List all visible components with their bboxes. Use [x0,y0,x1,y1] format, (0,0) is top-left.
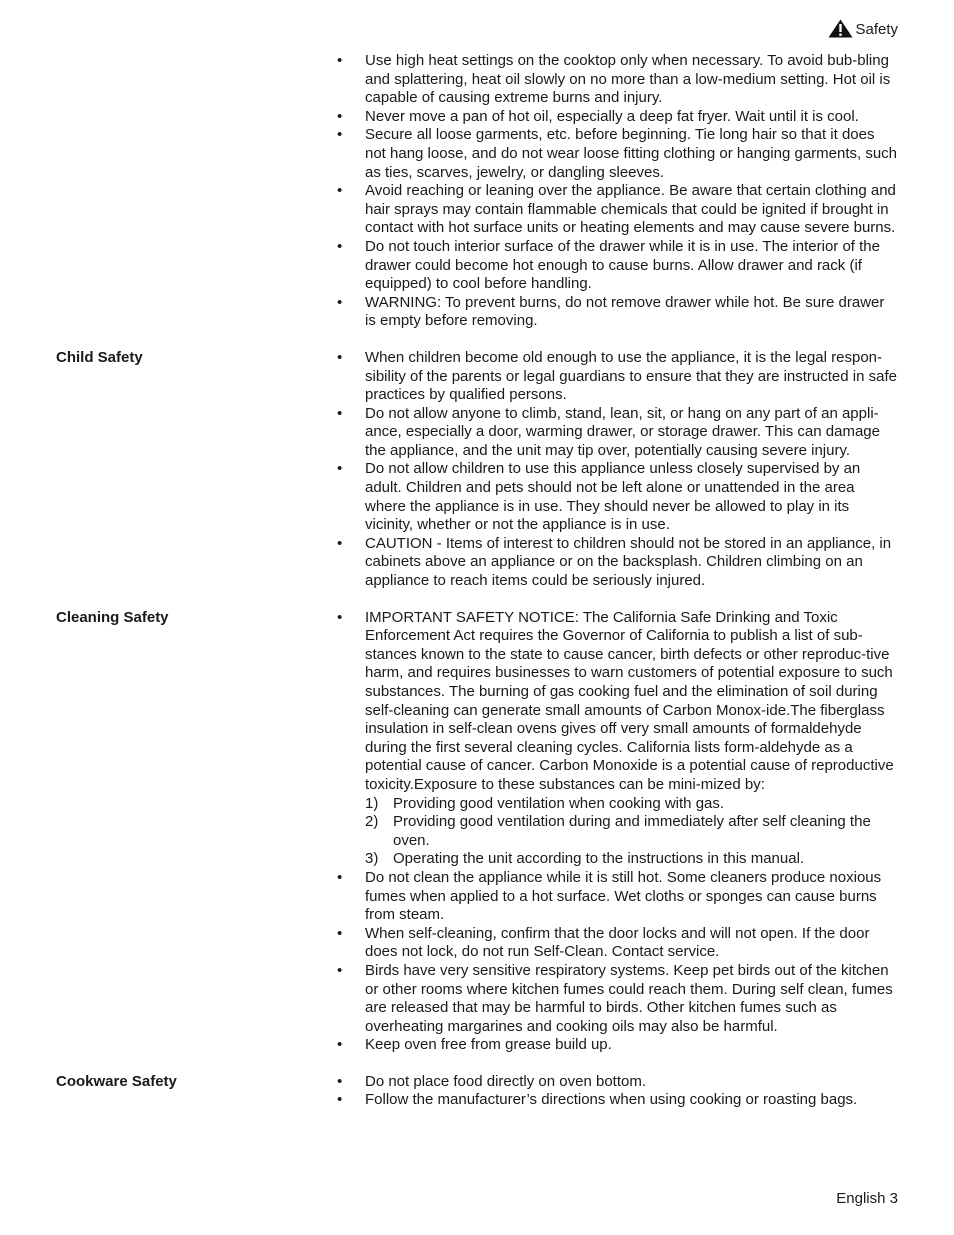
section-child-safety [0,349,954,591]
safety-notice-item [337,609,899,869]
section-heading: Cookware Safety [56,1072,177,1090]
item-number: 1) [365,794,379,812]
warning-icon [828,19,853,38]
bullet-list [337,52,899,331]
numbered-list [365,795,899,869]
section-cleaning-safety [0,609,954,1055]
list-item: • Birds have very sensitive respiratory systems. Keep pet birds out of the kitchen or other rooms where kitchen fumes could reach them. During self clean, fumes are released that may be harmful to birds. Other kitchen fumes such as overheating margarines and cooking oils may also be harmful. [337,962,899,1036]
list-item: • When self-cleaning, confirm that the door locks and will not open. If the door does not lock, do not run Self-Clean. Contact service. [337,925,899,962]
header-title: Safety [855,21,898,38]
safety-sections [0,52,954,1128]
list-item: • Do not clean the appliance while it is still hot. Some cleaners produce noxious fumes when applied to a hot surface. Wet cloths or sponges can cause burns from steam. [337,869,899,925]
list-item: • Avoid reaching or leaning over the appliance. Be aware that certain clothing and hair sprays may contain flammable chemicals that could be ignited if brought in contact with hot surface units or heating elements and may cause severe burns. [337,182,899,238]
list-item: • Use high heat settings on the cooktop only when necessary. To avoid bub-bling and splattering, heat oil slowly on no more than a low-medium setting. Hot oil is capable of causing extreme burns and injury. [337,52,899,108]
list-item: • Keep oven free from grease build up. [337,1036,899,1055]
item-text: Providing good ventilation during and immediately after self cleaning the oven. [393,813,871,849]
section-heading: Child Safety [56,348,143,366]
list-item: • Never move a pan of hot oil, especially a deep fat fryer. Wait until it is cool. [337,108,899,127]
safety-notice-text: IMPORTANT SAFETY NOTICE: The California Safe Drinking and Toxic Enforcement Act requires the Governor of California to publish a list of sub-stances known to the state to cause cancer, birth defects or other reproduc-tive harm, and requires businesses to warn customers of potential exposure to such substances. The burning of gas cooking fuel and the elimination of soil during self-cleaning can generate small amounts of Carbon Monox-ide.The fiberglass insulation in self-clean ovens gives off very small amounts of formaldehyde during the first several cleaning cycles. California lists form-aldehyde as a potential cause of cancer. Carbon Monoxide is a potential cause of reproductive toxicity.Exposure to these substances can be mini-mized by: [365,608,894,793]
list-item: • WARNING: To prevent burns, do not remove drawer while hot. Be sure drawer is empty before removing. [337,294,899,331]
page-header [828,19,898,38]
numbered-item [365,813,899,850]
list-item: • Secure all loose garments, etc. before beginning. Tie long hair so that it does not hang loose, and do not wear loose fitting clothing or hanging garments, such as ties, scarves, jewelry, or dangling sleeves. [337,126,899,182]
item-number: 3) [365,850,379,868]
list-item: • Follow the manufacturer’s directions when using cooking or roasting bags. [337,1091,899,1110]
item-text: Providing good ventilation when cooking with gas. [393,794,725,812]
bullet-list [337,609,899,1055]
list-item: • Do not touch interior surface of the drawer while it is in use. The interior of the drawer could become hot enough to cause burns. Allow drawer and rack (if equipped) to cool before handling. [337,238,899,294]
numbered-item [365,850,899,869]
list-item: • Do not allow anyone to climb, stand, lean, sit, or hang on any part of an appli-ance, especially a door, warming drawer, or storage drawer. This can damage the appliance, and the unit may tip over, potentially causing severe injury. [337,405,899,461]
page-number: English 3 [836,1190,898,1207]
list-item: • CAUTION - Items of interest to children should not be stored in an appliance, in cabinets above an appliance or on the backsplash. Children climbing on an appliance to reach items could be seriously injured. [337,535,899,591]
list-item: • Do not allow children to use this appliance unless closely supervised by an adult. Children and pets should not be left alone or unattended in the area where the appliance is in use. They should never be allowed to play in its vicinity, whether or not the appliance is in use. [337,460,899,534]
section-cookware-safety [0,1073,954,1110]
item-text: Operating the unit according to the instructions in this manual. [393,850,805,868]
list-item: • When children become old enough to use the appliance, it is the legal respon-sibility of the parents or legal guardians to ensure that they are instructed in safe practices by qualified persons. [337,349,899,405]
item-number: 2) [365,813,379,831]
section-heading: Cleaning Safety [56,608,169,626]
list-item: • Do not place food directly on oven bottom. [337,1073,899,1092]
section-general [0,52,954,331]
numbered-item [365,795,899,814]
bullet-list [337,1073,899,1110]
bullet-list [337,349,899,591]
